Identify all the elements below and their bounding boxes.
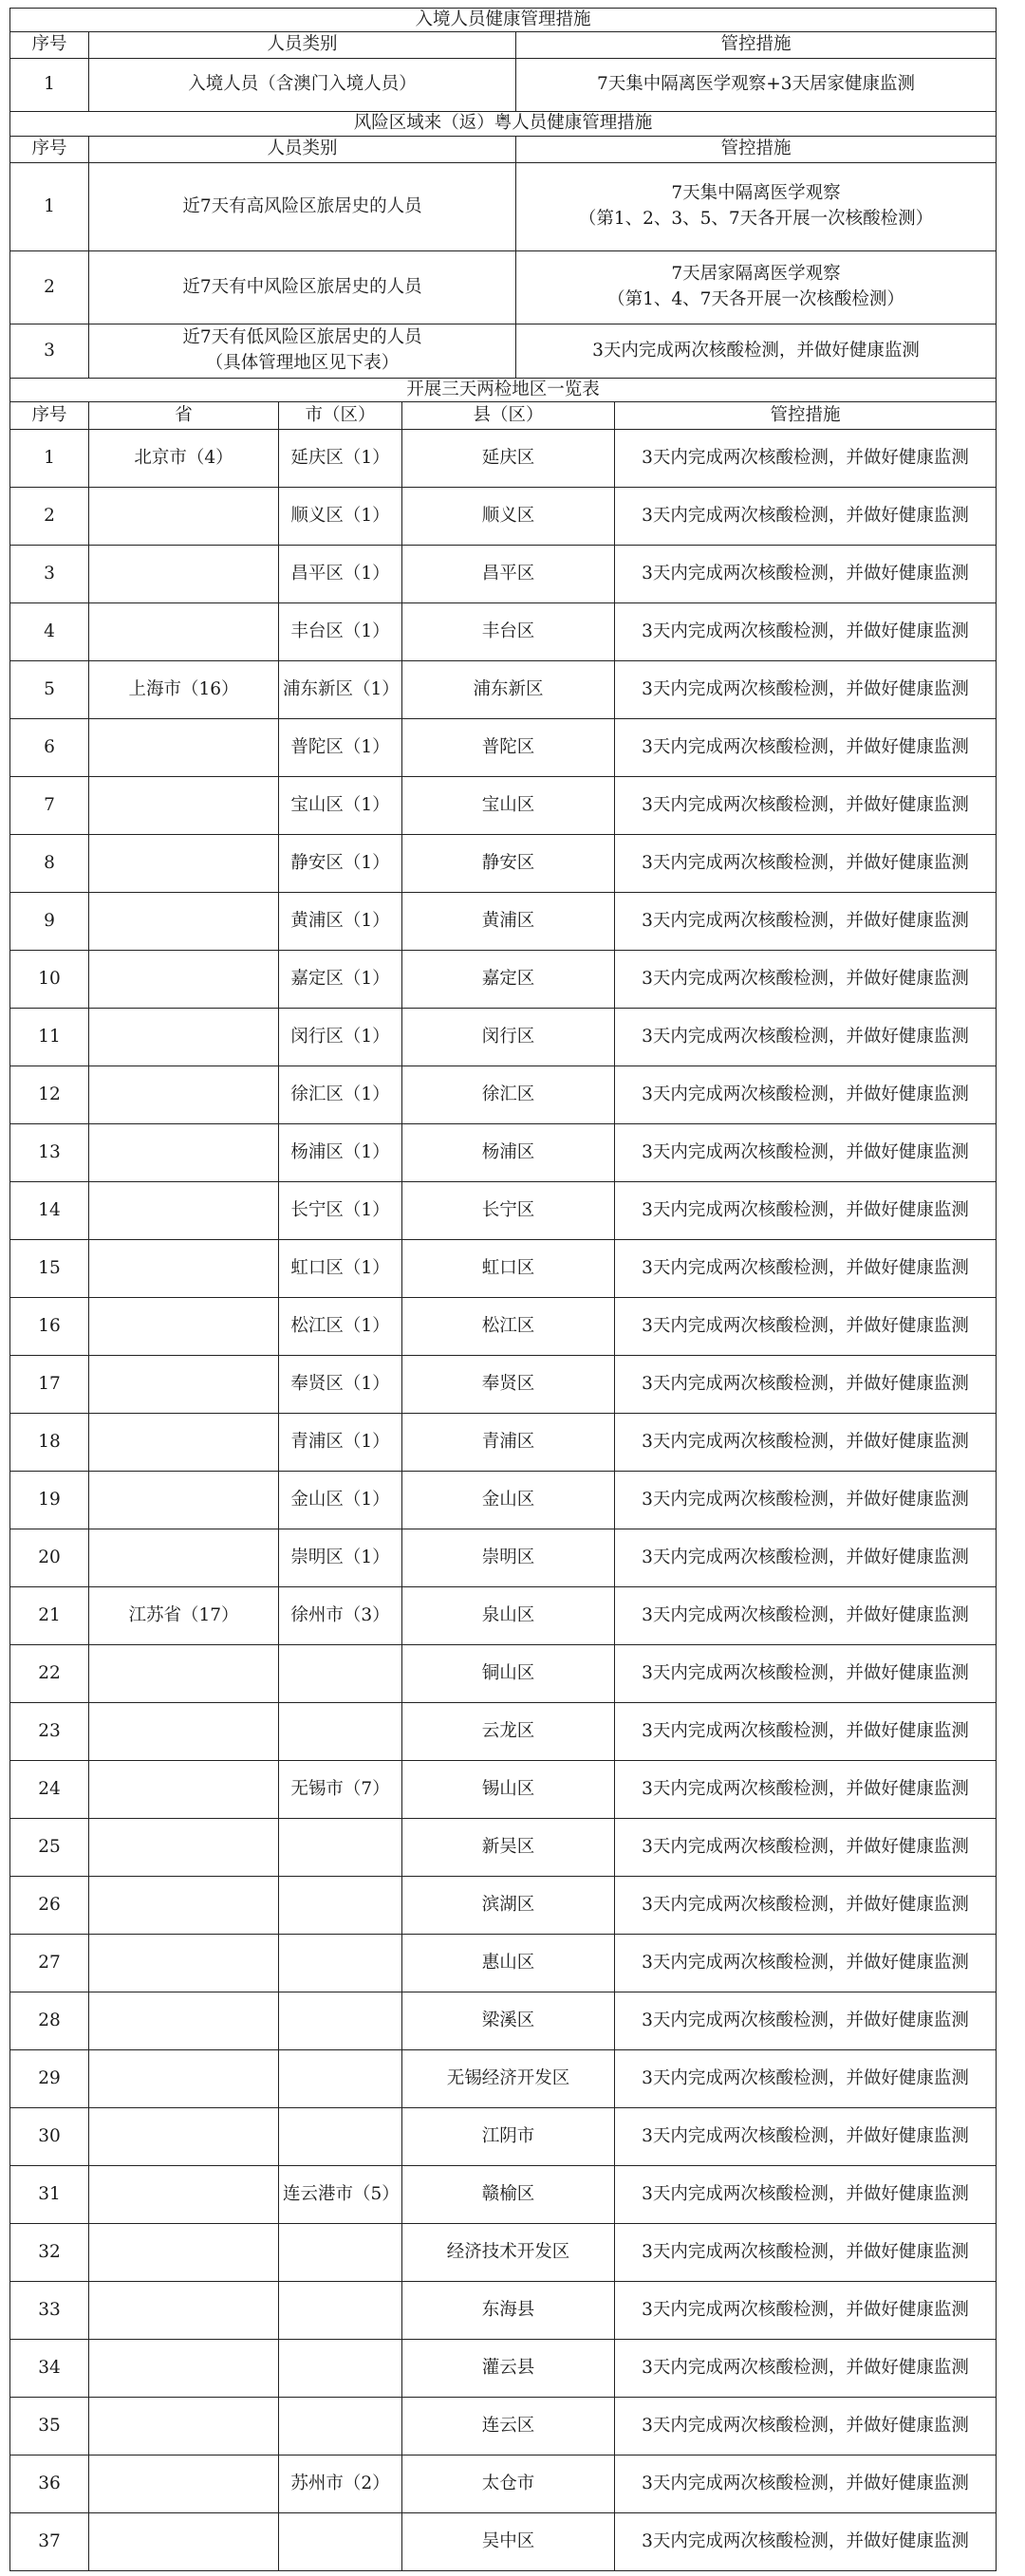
- row-province: [89, 1819, 279, 1877]
- row-province: [89, 1356, 279, 1414]
- table-row: [9, 1356, 997, 1414]
- row-city: [279, 2340, 402, 2398]
- row-city: 静安区（1）: [279, 835, 402, 893]
- row-province: [89, 2456, 279, 2513]
- row-no: 17: [9, 1356, 89, 1414]
- row-county: 闵行区: [402, 1009, 615, 1066]
- row-city: 昌平区（1）: [279, 546, 402, 603]
- row-province: 北京市（4）: [89, 430, 279, 488]
- row-no: 30: [9, 2108, 89, 2166]
- row-province: [89, 1761, 279, 1819]
- row-measure: 3天内完成两次核酸检测，并做好健康监测: [615, 430, 997, 488]
- row-no: 37: [9, 2513, 89, 2571]
- table-row: [9, 1877, 997, 1935]
- row-county: 连云区: [402, 2398, 615, 2456]
- row-measure: 3天内完成两次核酸检测，并做好健康监测: [615, 777, 997, 835]
- table-row: [9, 2282, 997, 2340]
- row-measure: 3天内完成两次核酸检测，并做好健康监测: [615, 1009, 997, 1066]
- row-measure: 3天内完成两次核酸检测，并做好健康监测: [615, 1819, 997, 1877]
- row-county: 嘉定区: [402, 951, 615, 1009]
- row-measure: 3天内完成两次核酸检测，并做好健康监测: [615, 1182, 997, 1240]
- row-province: [89, 2224, 279, 2282]
- health-management-document: [9, 8, 997, 2571]
- table-row: [9, 893, 997, 951]
- row-province: [89, 1298, 279, 1356]
- row-measure: 3天内完成两次核酸检测，并做好健康监测: [615, 1529, 997, 1587]
- row-city: [279, 2224, 402, 2282]
- row-province: [89, 951, 279, 1009]
- row-measure: 7天居家隔离医学观察 （第1、4、7天各开展一次核酸检测）: [516, 251, 997, 324]
- row-no: 32: [9, 2224, 89, 2282]
- row-county: 灌云县: [402, 2340, 615, 2398]
- row-measure: 3天内完成两次核酸检测，并做好健康监测: [615, 2166, 997, 2224]
- row-county: 松江区: [402, 1298, 615, 1356]
- row-province: [89, 488, 279, 546]
- row-county: 惠山区: [402, 1935, 615, 1992]
- row-city: [279, 2513, 402, 2571]
- row-no: 4: [9, 603, 89, 661]
- row-no: 12: [9, 1066, 89, 1124]
- table-row: [9, 1703, 997, 1761]
- table-row: [9, 2398, 997, 2456]
- table-row: [9, 430, 997, 488]
- row-province: [89, 2340, 279, 2398]
- row-no: 29: [9, 2050, 89, 2108]
- row-province: [89, 2513, 279, 2571]
- table-row: [9, 1009, 997, 1066]
- row-city: 连云港市（5）: [279, 2166, 402, 2224]
- row-county: 奉贤区: [402, 1356, 615, 1414]
- row-county: 吴中区: [402, 2513, 615, 2571]
- row-province: 江苏省（17）: [89, 1587, 279, 1645]
- table-row: [9, 1645, 997, 1703]
- header-province: 省: [89, 402, 279, 430]
- row-county: 徐汇区: [402, 1066, 615, 1124]
- row-no: 34: [9, 2340, 89, 2398]
- table-row: [9, 2456, 997, 2513]
- row-no: 18: [9, 1414, 89, 1472]
- section2-row: [9, 324, 997, 379]
- row-province: [89, 1124, 279, 1182]
- row-county: 崇明区: [402, 1529, 615, 1587]
- header-city: 市（区）: [279, 402, 402, 430]
- row-category: 近7天有高风险区旅居史的人员: [89, 163, 516, 251]
- row-measure: 7天集中隔离医学观察+3天居家健康监测: [516, 59, 997, 112]
- section1-row: [9, 59, 997, 112]
- table-row: [9, 1761, 997, 1819]
- row-no: 1: [9, 163, 89, 251]
- row-no: 8: [9, 835, 89, 893]
- row-province: [89, 2108, 279, 2166]
- row-measure: 3天内完成两次核酸检测，并做好健康监测: [615, 1124, 997, 1182]
- table-row: [9, 719, 997, 777]
- row-county: 江阴市: [402, 2108, 615, 2166]
- row-measure: 3天内完成两次核酸检测，并做好健康监测: [615, 951, 997, 1009]
- row-city: 延庆区（1）: [279, 430, 402, 488]
- row-measure: 3天内完成两次核酸检测，并做好健康监测: [615, 1877, 997, 1935]
- row-no: 9: [9, 893, 89, 951]
- row-city: [279, 1935, 402, 1992]
- row-province: [89, 1992, 279, 2050]
- row-no: 36: [9, 2456, 89, 2513]
- table-row: [9, 835, 997, 893]
- row-province: [89, 1472, 279, 1529]
- row-province: [89, 1182, 279, 1240]
- row-province: [89, 1240, 279, 1298]
- table-row: [9, 1182, 997, 1240]
- table-row: [9, 777, 997, 835]
- row-city: 徐州市（3）: [279, 1587, 402, 1645]
- table-row: [9, 2050, 997, 2108]
- row-city: 金山区（1）: [279, 1472, 402, 1529]
- row-no: 2: [9, 488, 89, 546]
- row-measure: 3天内完成两次核酸检测，并做好健康监测: [615, 835, 997, 893]
- row-measure: 3天内完成两次核酸检测，并做好健康监测: [615, 1761, 997, 1819]
- row-measure: 3天内完成两次核酸检测，并做好健康监测: [615, 719, 997, 777]
- row-county: 浦东新区: [402, 661, 615, 719]
- row-measure: 3天内完成两次核酸检测，并做好健康监测: [615, 2050, 997, 2108]
- header-county: 县（区）: [402, 402, 615, 430]
- row-province: [89, 835, 279, 893]
- section3-table-body: [9, 430, 997, 2571]
- row-no: 13: [9, 1124, 89, 1182]
- row-measure: 3天内完成两次核酸检测，并做好健康监测: [615, 1066, 997, 1124]
- section1-header-row: [9, 32, 997, 59]
- row-measure: 3天内完成两次核酸检测，并做好健康监测: [615, 1414, 997, 1472]
- row-province: [89, 1877, 279, 1935]
- row-measure: 3天内完成两次核酸检测，并做好健康监测: [615, 1587, 997, 1645]
- row-no: 5: [9, 661, 89, 719]
- header-no: 序号: [9, 402, 89, 430]
- row-city: [279, 1645, 402, 1703]
- row-no: 16: [9, 1298, 89, 1356]
- table-row: [9, 661, 997, 719]
- table-row: [9, 1414, 997, 1472]
- row-measure: 3天内完成两次核酸检测，并做好健康监测: [615, 2282, 997, 2340]
- row-province: [89, 1935, 279, 1992]
- section3-title: 开展三天两检地区一览表: [9, 379, 997, 402]
- row-no: 33: [9, 2282, 89, 2340]
- row-no: 21: [9, 1587, 89, 1645]
- row-province: [89, 719, 279, 777]
- row-category: 近7天有中风险区旅居史的人员: [89, 251, 516, 324]
- row-province: [89, 2050, 279, 2108]
- row-province: [89, 546, 279, 603]
- row-no: 7: [9, 777, 89, 835]
- header-measure: 管控措施: [516, 32, 997, 59]
- table-row: [9, 1529, 997, 1587]
- row-city: 崇明区（1）: [279, 1529, 402, 1587]
- row-no: 3: [9, 324, 89, 379]
- table-row: [9, 1066, 997, 1124]
- row-measure: 3天内完成两次核酸检测，并做好健康监测: [615, 2340, 997, 2398]
- table-row: [9, 1935, 997, 1992]
- row-county: 滨湖区: [402, 1877, 615, 1935]
- row-no: 24: [9, 1761, 89, 1819]
- row-county: 太仓市: [402, 2456, 615, 2513]
- header-no: 序号: [9, 137, 89, 163]
- table-row: [9, 1992, 997, 2050]
- row-county: 铜山区: [402, 1645, 615, 1703]
- row-province: [89, 2282, 279, 2340]
- row-county: 杨浦区: [402, 1124, 615, 1182]
- row-county: 云龙区: [402, 1703, 615, 1761]
- row-measure: 3天内完成两次核酸检测，并做好健康监测: [615, 1935, 997, 1992]
- row-category: 近7天有低风险区旅居史的人员 （具体管理地区见下表）: [89, 324, 516, 379]
- row-city: [279, 1703, 402, 1761]
- row-city: 顺义区（1）: [279, 488, 402, 546]
- header-category: 人员类别: [89, 32, 516, 59]
- row-measure: 3天内完成两次核酸检测，并做好健康监测: [615, 661, 997, 719]
- row-county: 青浦区: [402, 1414, 615, 1472]
- row-city: 杨浦区（1）: [279, 1124, 402, 1182]
- row-county: 锡山区: [402, 1761, 615, 1819]
- row-city: 奉贤区（1）: [279, 1356, 402, 1414]
- row-city: 徐汇区（1）: [279, 1066, 402, 1124]
- row-no: 3: [9, 546, 89, 603]
- row-county: 昌平区: [402, 546, 615, 603]
- row-county: 顺义区: [402, 488, 615, 546]
- row-city: 松江区（1）: [279, 1298, 402, 1356]
- row-no: 26: [9, 1877, 89, 1935]
- table-row: [9, 1819, 997, 1877]
- section3-header-row: [9, 402, 997, 430]
- row-measure: 3天内完成两次核酸检测，并做好健康监测: [516, 324, 997, 379]
- table-row: [9, 546, 997, 603]
- row-no: 11: [9, 1009, 89, 1066]
- row-province: [89, 603, 279, 661]
- table-row: [9, 1472, 997, 1529]
- row-no: 1: [9, 59, 89, 112]
- row-measure: 3天内完成两次核酸检测，并做好健康监测: [615, 1472, 997, 1529]
- row-no: 15: [9, 1240, 89, 1298]
- row-province: [89, 1703, 279, 1761]
- row-county: 泉山区: [402, 1587, 615, 1645]
- row-county: 新吴区: [402, 1819, 615, 1877]
- row-city: 无锡市（7）: [279, 1761, 402, 1819]
- table-row: [9, 1240, 997, 1298]
- row-province: [89, 777, 279, 835]
- row-no: 10: [9, 951, 89, 1009]
- row-measure: 3天内完成两次核酸检测，并做好健康监测: [615, 1298, 997, 1356]
- row-measure: 3天内完成两次核酸检测，并做好健康监测: [615, 2224, 997, 2282]
- row-no: 31: [9, 2166, 89, 2224]
- row-city: 普陀区（1）: [279, 719, 402, 777]
- row-measure: 3天内完成两次核酸检测，并做好健康监测: [615, 2108, 997, 2166]
- row-no: 22: [9, 1645, 89, 1703]
- row-county: 经济技术开发区: [402, 2224, 615, 2282]
- table-row: [9, 2340, 997, 2398]
- row-county: 宝山区: [402, 777, 615, 835]
- row-no: 20: [9, 1529, 89, 1587]
- row-county: 黄浦区: [402, 893, 615, 951]
- row-measure: 3天内完成两次核酸检测，并做好健康监测: [615, 1240, 997, 1298]
- row-city: [279, 2108, 402, 2166]
- row-measure: 3天内完成两次核酸检测，并做好健康监测: [615, 2513, 997, 2571]
- row-city: [279, 1819, 402, 1877]
- row-city: 黄浦区（1）: [279, 893, 402, 951]
- row-county: 延庆区: [402, 430, 615, 488]
- row-city: 浦东新区（1）: [279, 661, 402, 719]
- row-province: [89, 2398, 279, 2456]
- table-row: [9, 2224, 997, 2282]
- row-city: 丰台区（1）: [279, 603, 402, 661]
- row-county: 金山区: [402, 1472, 615, 1529]
- table-row: [9, 1298, 997, 1356]
- row-city: 青浦区（1）: [279, 1414, 402, 1472]
- table-row: [9, 951, 997, 1009]
- row-city: [279, 1992, 402, 2050]
- section1-title: 入境人员健康管理措施: [9, 8, 997, 32]
- row-county: 赣榆区: [402, 2166, 615, 2224]
- section2-title: 风险区域来（返）粤人员健康管理措施: [9, 112, 997, 137]
- row-city: [279, 2398, 402, 2456]
- row-measure: 3天内完成两次核酸检测，并做好健康监测: [615, 488, 997, 546]
- row-city: [279, 1877, 402, 1935]
- section2-row: [9, 251, 997, 324]
- row-no: 19: [9, 1472, 89, 1529]
- section3-title-row: [9, 379, 997, 402]
- row-city: 长宁区（1）: [279, 1182, 402, 1240]
- row-no: 2: [9, 251, 89, 324]
- row-province: 上海市（16）: [89, 661, 279, 719]
- row-city: [279, 2050, 402, 2108]
- row-county: 梁溪区: [402, 1992, 615, 2050]
- row-county: 无锡经济开发区: [402, 2050, 615, 2108]
- table-row: [9, 1124, 997, 1182]
- row-county: 长宁区: [402, 1182, 615, 1240]
- row-no: 23: [9, 1703, 89, 1761]
- table-row: [9, 488, 997, 546]
- row-measure: 3天内完成两次核酸检测，并做好健康监测: [615, 893, 997, 951]
- header-category: 人员类别: [89, 137, 516, 163]
- row-county: 丰台区: [402, 603, 615, 661]
- section2-title-row: [9, 112, 997, 137]
- row-county: 东海县: [402, 2282, 615, 2340]
- table-row: [9, 603, 997, 661]
- row-measure: 3天内完成两次核酸检测，并做好健康监测: [615, 1992, 997, 2050]
- row-no: 25: [9, 1819, 89, 1877]
- section1-title-row: [9, 8, 997, 32]
- row-province: [89, 1009, 279, 1066]
- row-county: 普陀区: [402, 719, 615, 777]
- row-city: 闵行区（1）: [279, 1009, 402, 1066]
- table-row: [9, 1587, 997, 1645]
- header-measure: 管控措施: [615, 402, 997, 430]
- row-no: 28: [9, 1992, 89, 2050]
- row-province: [89, 1529, 279, 1587]
- row-province: [89, 893, 279, 951]
- row-county: 虹口区: [402, 1240, 615, 1298]
- table-row: [9, 2108, 997, 2166]
- row-measure: 3天内完成两次核酸检测，并做好健康监测: [615, 1703, 997, 1761]
- row-province: [89, 1414, 279, 1472]
- section2-row: [9, 163, 997, 251]
- row-category: 入境人员（含澳门入境人员）: [89, 59, 516, 112]
- row-measure: 3天内完成两次核酸检测，并做好健康监测: [615, 603, 997, 661]
- row-province: [89, 1645, 279, 1703]
- row-no: 14: [9, 1182, 89, 1240]
- row-no: 1: [9, 430, 89, 488]
- row-province: [89, 2166, 279, 2224]
- row-city: 宝山区（1）: [279, 777, 402, 835]
- row-province: [89, 1066, 279, 1124]
- row-measure: 3天内完成两次核酸检测，并做好健康监测: [615, 1356, 997, 1414]
- row-city: 嘉定区（1）: [279, 951, 402, 1009]
- header-no: 序号: [9, 32, 89, 59]
- row-no: 27: [9, 1935, 89, 1992]
- row-measure: 3天内完成两次核酸检测，并做好健康监测: [615, 2456, 997, 2513]
- row-city: [279, 2282, 402, 2340]
- table-row: [9, 2166, 997, 2224]
- table-row: [9, 2513, 997, 2571]
- header-measure: 管控措施: [516, 137, 997, 163]
- section2-header-row: [9, 137, 997, 163]
- row-city: 虹口区（1）: [279, 1240, 402, 1298]
- row-no: 6: [9, 719, 89, 777]
- row-measure: 3天内完成两次核酸检测，并做好健康监测: [615, 546, 997, 603]
- row-no: 35: [9, 2398, 89, 2456]
- row-city: 苏州市（2）: [279, 2456, 402, 2513]
- row-measure: 3天内完成两次核酸检测，并做好健康监测: [615, 2398, 997, 2456]
- row-county: 静安区: [402, 835, 615, 893]
- row-measure: 3天内完成两次核酸检测，并做好健康监测: [615, 1645, 997, 1703]
- row-measure: 7天集中隔离医学观察 （第1、2、3、5、7天各开展一次核酸检测）: [516, 163, 997, 251]
